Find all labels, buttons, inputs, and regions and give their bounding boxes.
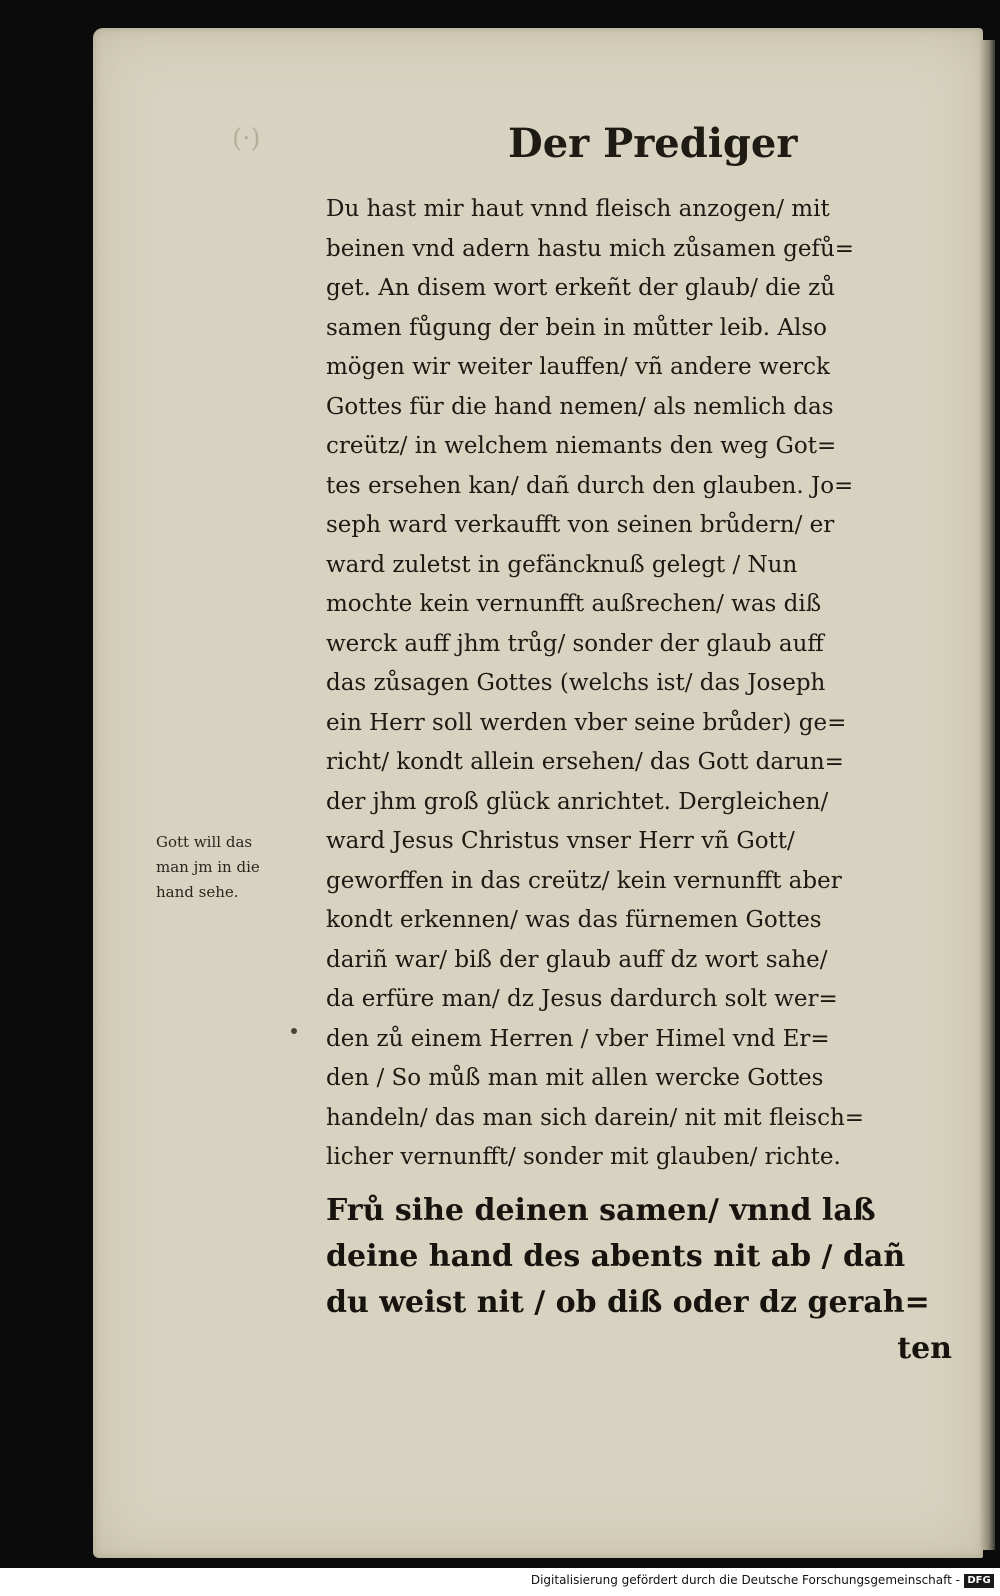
page-edge <box>979 40 995 1550</box>
body-line: da erfüre man/ dz Jesus dardurch solt wer= <box>326 986 838 1012</box>
body-line: den zů einem Herren / vber Himel vnd Er= <box>326 1025 830 1052</box>
running-head: Der Prediger <box>508 120 798 167</box>
body-line: dariñ war/ biß der glaub auff dz wort sahe/ <box>326 946 828 973</box>
margin-note-line: hand sehe. <box>156 883 239 901</box>
dfg-logo: DFG <box>964 1574 994 1588</box>
body-line: ein Herr soll werden vber seine brůder) ge= <box>326 709 847 736</box>
catchword: ten <box>897 1331 952 1366</box>
scripture-verse <box>326 1188 952 1372</box>
body-line: ward Jesus Christus vnser Herr vñ Gott/ <box>326 828 795 854</box>
verse-line: Frů sihe deinen samen/ vnnd laß <box>326 1193 876 1228</box>
body-line: richt/ kondt allein ersehen/ das Gott darun= <box>326 749 844 775</box>
verse-line: du weist nit / ob diß oder dz gerah= <box>326 1285 930 1320</box>
body-line: kondt erkennen/ was das fürnemen Gottes <box>326 907 822 933</box>
body-line: tes ersehen kan/ dañ durch den glauben. Jo= <box>326 472 854 499</box>
body-line: handeln/ das man sich darein/ nit mit fleisch= <box>326 1104 865 1131</box>
body-text <box>326 190 952 1178</box>
body-line: geworffen in das creütz/ kein vernunfft aber <box>326 867 842 894</box>
funding-note: Digitalisierung gefördert durch die Deutsche Forschungsgemeinschaft - <box>530 1573 960 1587</box>
body-line: mögen wir weiter lauffen/ vñ andere werck <box>326 354 830 380</box>
body-line: creütz/ in welchem niemants den weg Got= <box>326 433 837 459</box>
margin-note-line: man jm in die <box>156 858 260 876</box>
body-line: der jhm groß glück anrichtet. Dergleichen/ <box>326 788 829 815</box>
body-line: get. An disem wort erkeñt der glaub/ die zů <box>326 275 836 301</box>
verse-line: deine hand des abents nit ab / dañ <box>326 1239 906 1274</box>
body-line: den / So můß man mit allen wercke Gottes <box>326 1065 824 1091</box>
body-line: das zůsagen Gottes (welchs ist/ das Joseph <box>326 670 826 696</box>
body-line: ward zuletst in gefäncknuß gelegt / Nun <box>326 551 798 578</box>
body-line: licher vernunfft/ sonder mit glauben/ richte. <box>326 1144 841 1170</box>
margin-note-line: Gott will das <box>156 833 253 851</box>
faded-stamp: (·) <box>232 124 261 154</box>
body-line: mochte kein vernunfft außrechen/ was diß <box>326 591 822 617</box>
body-line: samen fůgung der bein in můtter leib. Also <box>326 314 828 341</box>
body-line: beinen vnd adern hastu mich zůsamen gefů= <box>326 235 855 262</box>
body-line: seph ward verkaufft von seinen brůdern/ er <box>326 512 835 538</box>
body-line: werck auff jhm trůg/ sonder der glaub auff <box>326 630 824 657</box>
body-line: Gottes für die hand nemen/ als nemlich das <box>326 393 834 420</box>
ink-dot <box>291 1028 297 1034</box>
body-line: Du hast mir haut vnnd fleisch anzogen/ mit <box>326 196 830 222</box>
margin-note <box>156 830 316 905</box>
